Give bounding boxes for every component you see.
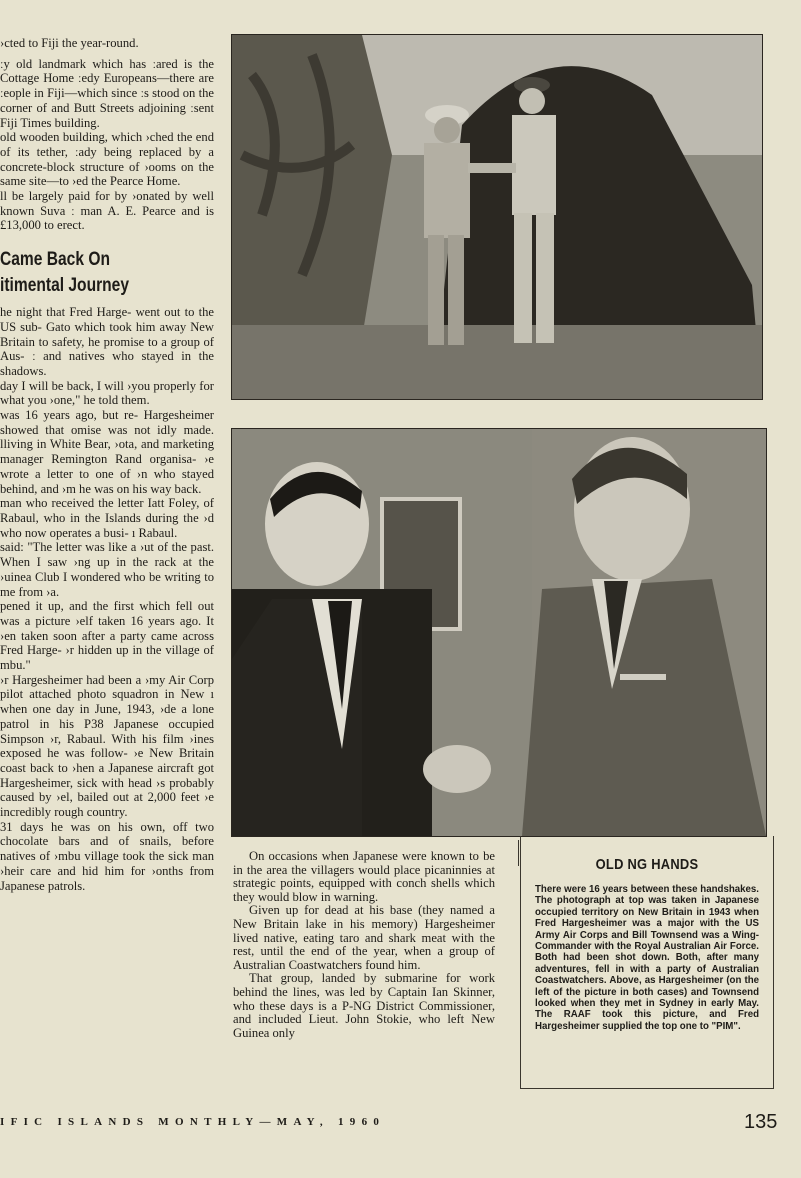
headline-line-1: Came Back On	[0, 249, 110, 271]
jungle-handshake-image	[232, 35, 762, 399]
article-paragraph: said: "The letter was like a ›ut of the past. When I saw ›ng up in the rack at the ›uinea Club I wondered who be writing to me from ›a.	[0, 540, 214, 599]
article-paragraph: man who received the letter Iatt Foley, of Rabaul, who in the Islands during the ›d who now operates a busi- ı Rabaul.	[0, 496, 214, 540]
photo-sydney-handshake	[231, 428, 767, 837]
article-paragraph: day I will be back, I will ›you properly for what you ›one," he told them.	[0, 378, 214, 408]
article-headline	[0, 247, 175, 299]
article-paragraph: was 16 years ago, but re- Hargesheimer showed that omise was not idly made. lliving in White Bear, ›ota, and marketing manager Remington Rand organisa- ›e wrote a letter to one of ›n who stayed behind, and ›m he was on his way back.	[0, 408, 214, 496]
article-paragraph: On occasions when Japanese were known to be in the area the villagers would place picaninnies at strategic points, equipped with conch shells which they would blow in warning.	[233, 849, 495, 904]
article-paragraph: pened it up, and the first which fell out was a picture ›elf taken 16 years ago. It ›en taken soon after a party came across Fred Harge- ›r hidden up in the village of mbu."	[0, 599, 214, 673]
caption-title: OLD NG HANDS	[595, 856, 699, 873]
caption-divider	[518, 840, 519, 866]
article-paragraph: old wooden building, which ›ched the end of its tether, ːady being replaced by a concrete-block structure of ›ooms on the same site—to ›ed the Pearce Home.	[0, 130, 214, 189]
headline-line-2: itimental Journey	[0, 275, 130, 297]
photo-jungle-handshake	[231, 34, 763, 400]
page-number: 135	[744, 1111, 778, 1133]
running-footer-title: IFIC ISLANDS MONTHLY—MAY, 1960	[0, 1116, 386, 1128]
sydney-handshake-image	[232, 429, 766, 836]
middle-article-column	[233, 850, 495, 1040]
article-paragraph: ːy old landmark which has ːared is the Cottage Home ːedy Europeans—there are ːeople in Fiji—which since ːs stood on the corner of and Butt Streets adjoining ːsent Fiji Times building.	[0, 56, 214, 130]
caption-text: There were 16 years between these handshakes. The photograph at top was taken in Japanese occupied territory on New Britain in 1943 when Fred Hargesheimer was a major with the US Army Air Corps and Bill Townsend was a Wing-Commander with the Royal Australian Air Force. Both had been shot down. Both, after many adventures, fell in with a party of Australian Coastwatchers. Above, as Hargesheimer (on the left of the picture in both cases) and Townsend looked when they met in Sydney in early May. The RAAF took this picture, and Fred Hargesheimer supplied the top one to "PIM".	[535, 884, 759, 1032]
left-article-column	[0, 36, 214, 893]
article-paragraph: ›cted to Fiji the year-round.	[0, 36, 139, 50]
article-paragraph: Given up for dead at his base (they named a New Britain lake in his memory) Hargesheimer lived native, eating taro and shark meat with the rest, until the end of the year, when a group of Australian Coastwatchers found him.	[233, 903, 495, 972]
article-paragraph: he night that Fred Harge- went out to the US sub- Gato which took him away New Britain to safety, he promise to a group of Aus- ː and natives who stayed in the shadows.	[0, 305, 214, 378]
photo-caption-box	[520, 836, 774, 1089]
article-paragraph: ll be largely paid for by ›onated by well known Suva ː man A. E. Pearce and is £13,000 to erect.	[0, 189, 214, 233]
article-paragraph: That group, landed by submarine for work behind the lines, was led by Captain Ian Skinner, who these days is a P-NG District Commissioner, and included Lieut. John Stokie, who left New Guinea only	[233, 971, 495, 1040]
article-paragraph: 31 days he was on his own, off two chocolate bars and of snails, before natives of ›mbu village took the sick man ›heir care and hid him for ›onths from Japanese patrols.	[0, 819, 214, 893]
article-paragraph: ›r Hargesheimer had been a ›my Air Corp pilot attached photo squadron in New ı when one day in June, 1943, ›de a lone patrol in his P38 Japanese occupied Simpson ›r, Rabaul. With his film ›ines exposed he was follow- ›e New Britain coast back to ›hen a Japanese aircraft got Hargesheimer, sick with head ›s probably caused by ›el, bailed out at 2,000 feet ›e incredibly rough country.	[0, 672, 214, 820]
